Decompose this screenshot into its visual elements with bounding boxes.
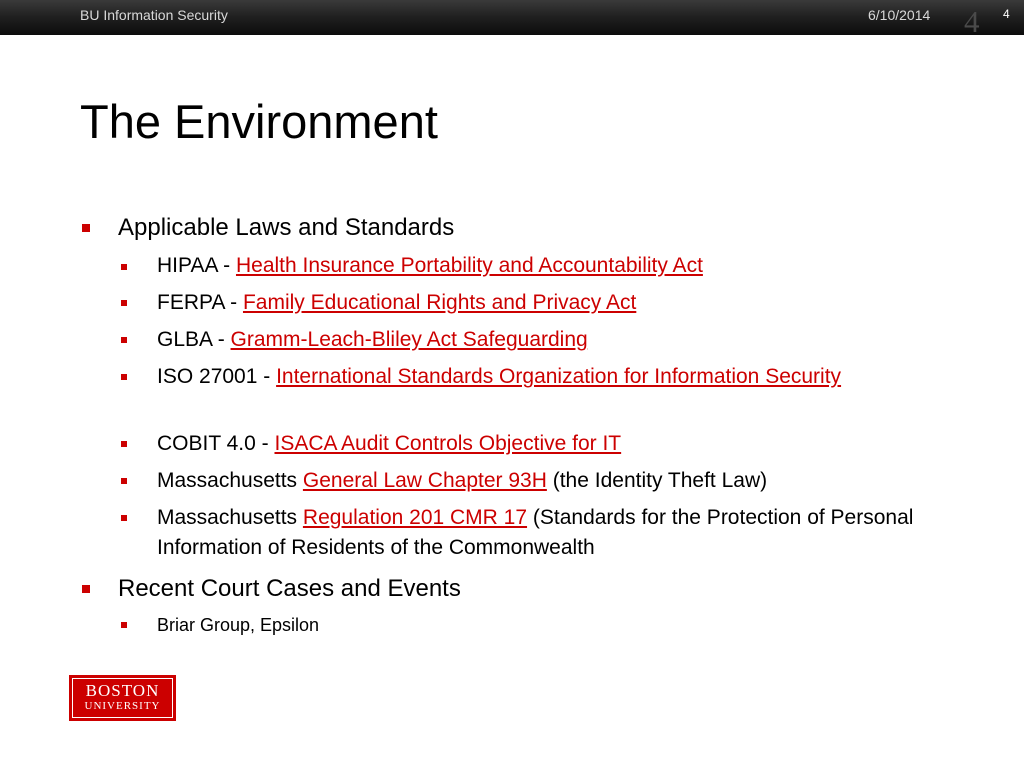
list-item <box>157 288 957 318</box>
list-item: Briar Group, Epsilon <box>157 615 320 635</box>
item-prefix: COBIT 4.0 - <box>157 432 275 455</box>
bullet-square-icon <box>82 224 90 232</box>
header-bar <box>0 0 1024 35</box>
bullet-square-icon <box>121 515 127 521</box>
section-heading: Recent Court Cases and Events <box>118 575 461 602</box>
section-heading: Applicable Laws and Standards <box>118 214 455 241</box>
item-suffix: (the Identity Theft Law) <box>546 469 768 492</box>
bullet-square-icon <box>121 441 127 447</box>
list-item <box>157 362 917 392</box>
item-prefix: Massachusetts <box>157 469 303 492</box>
logo-line-1: BOSTON <box>85 681 160 700</box>
bullet-square-icon <box>82 585 90 593</box>
logo-line-2: UNIVERSITY <box>84 700 161 712</box>
org-name: BU Information Security <box>80 7 228 23</box>
law-link[interactable]: ISACA Audit Controls Objective for IT <box>274 432 622 455</box>
law-link[interactable]: Regulation 201 CMR 17 <box>302 506 528 529</box>
bullet-square-icon <box>121 337 127 343</box>
item-prefix: ISO 27001 - <box>157 365 277 388</box>
item-prefix: FERPA - <box>157 291 243 314</box>
bullet-square-icon <box>121 478 127 484</box>
bullet-square-icon <box>121 300 127 306</box>
page-number: 4 <box>1003 7 1010 21</box>
law-link[interactable]: General Law Chapter 93H <box>302 469 547 492</box>
bullet-square-icon <box>121 622 127 628</box>
item-suffix: (Standards for the Protection of Personal Information of Residents of the Commonwealth <box>157 506 914 559</box>
slide-number-large: 4 <box>964 4 980 39</box>
bullet-square-icon <box>121 264 127 270</box>
bullet-square-icon <box>121 374 127 380</box>
slide-title: The Environment <box>80 95 438 148</box>
list-item <box>157 466 957 496</box>
law-link[interactable]: Health Insurance Portability and Accountability Act <box>235 254 703 277</box>
item-prefix: GLBA - <box>157 328 231 351</box>
slide-date: 6/10/2014 <box>868 7 931 23</box>
list-item <box>157 325 957 355</box>
item-prefix: HIPAA - <box>157 254 236 277</box>
boston-university-logo <box>69 675 176 721</box>
law-link[interactable]: Family Educational Rights and Privacy Act <box>242 291 637 314</box>
law-link[interactable]: Gramm-Leach-Bliley Act Safeguarding <box>230 328 588 351</box>
list-item <box>157 503 957 563</box>
law-link[interactable]: International Standards Organization for Information Security <box>276 365 842 388</box>
item-prefix: Massachusetts <box>157 506 303 529</box>
list-item <box>157 429 957 459</box>
list-item <box>157 251 957 281</box>
